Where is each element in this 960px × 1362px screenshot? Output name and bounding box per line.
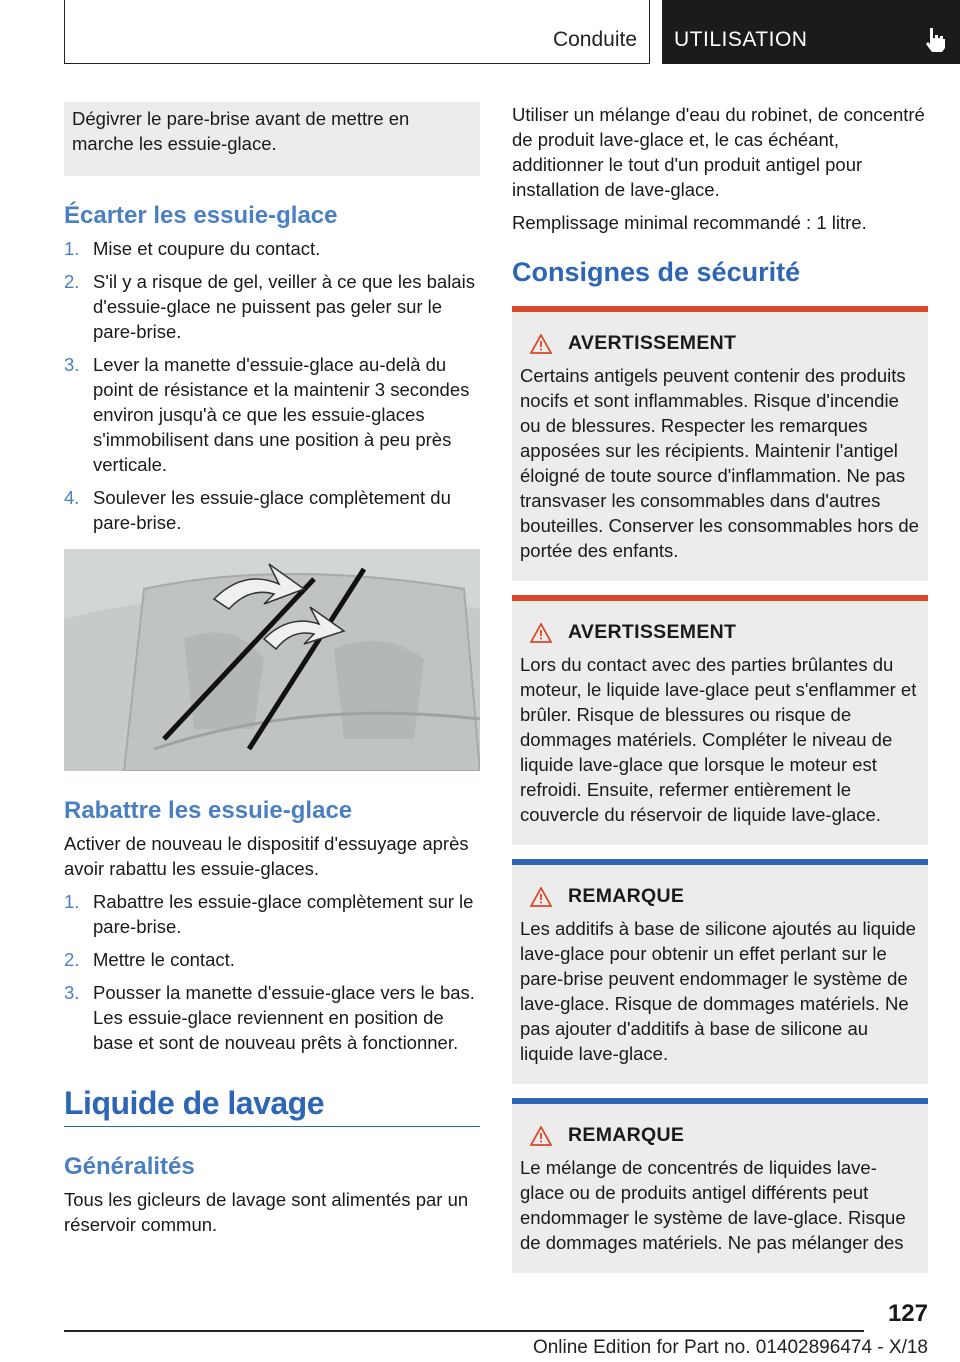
fold-wipers-intro: Activer de nouveau le dispositif d'essuyage après avoir rabattu les essuie-glaces. [64, 833, 469, 879]
chapter-tab-label: UTILISATION [674, 28, 808, 51]
list-item: 4. Soulever les essuie-glace complètement du pare-brise. [64, 487, 451, 533]
notice-text: Le mélange de concentrés de liquides lave-glace ou de produits antigel différents peut endommager le système de lave-glace. Risque de dommages matériels. Ne pas mélanger des [520, 1157, 906, 1253]
notice-label: REMARQUE [568, 1124, 685, 1146]
page-header [64, 0, 960, 66]
list-item: 2. S'il y a risque de gel, veiller à ce que les balais d'essuie-glace ne puissent pas geler sur le pare-brise. [64, 271, 475, 342]
hand-pointer-icon [920, 24, 950, 54]
warning-label: AVERTISSEMENT [568, 332, 737, 354]
fill-paragraph: Remplissage minimal recommandé : 1 litre. [512, 212, 867, 233]
wiper-illustration [64, 549, 480, 771]
left-column [64, 102, 480, 1245]
heading-fold-wipers: Rabattre les essuie-glace [64, 797, 353, 824]
notice-box [512, 859, 928, 1084]
spread-wipers-steps [64, 236, 480, 535]
list-item: 1. Mise et coupure du contact. [64, 238, 321, 259]
heading-general: Généralités [64, 1153, 195, 1180]
page-number: 127 [887, 1300, 928, 1327]
section-tab [64, 0, 650, 64]
footer-divider [64, 1330, 864, 1332]
edition-text: Online Edition for Part no. 01402896474 - X/18 [532, 1337, 928, 1358]
warning-triangle-icon [530, 623, 552, 643]
section-tab-label: Conduite [552, 28, 637, 51]
warning-triangle-icon [530, 1126, 552, 1146]
mixing-paragraph: Utiliser un mélange d'eau du robinet, de concentré de produit lave-glace et, le cas échéant, additionner le tout d'un produit antigel pour installation de lave-glace. [512, 104, 925, 200]
main-title-wrapper [64, 1085, 480, 1127]
note-box [64, 102, 480, 176]
notice-text: Les additifs à base de silicone ajoutés au liquide lave-glace pour obtenir un effet perlant sur le pare-brise peuvent endommager le système de lave-glace. Risque de dommages matériels. Ne pas ajouter d'additifs à base de silicone au liquide lave-glace. [520, 918, 916, 1064]
warning-triangle-icon [530, 887, 552, 907]
fold-wipers-steps [64, 889, 480, 1055]
warning-label: AVERTISSEMENT [568, 621, 737, 643]
warning-box [512, 306, 928, 581]
right-column [512, 102, 928, 1287]
list-item: 3. Lever la manette d'essuie-glace au-delà du point de résistance et la maintenir 3 secondes environ jusqu'à ce que les essuie-glaces s'immobilisent dans une position à peu près verticale. [64, 354, 470, 475]
warning-text: Lors du contact avec des parties brûlantes du moteur, le liquide lave-glace peut s'enflammer et brûler. Risque de blessures ou risque de dommages matériels. Compléter le niveau de liquide lave-glace que lorsque le moteur est refroidi. Ensuite, refermer entièrement le couvercle du réservoir de liquide lave-glace. [520, 654, 917, 825]
main-title: Liquide de lavage [64, 1085, 325, 1121]
notice-box [512, 1098, 928, 1273]
safety-title: Consignes de sécurité [512, 257, 801, 287]
warning-triangle-icon [530, 334, 552, 354]
list-item: 2. Mettre le contact. [64, 949, 235, 970]
warning-box [512, 595, 928, 845]
list-item: 1. Rabattre les essuie-glace complètement sur le pare-brise. [64, 891, 474, 937]
heading-spread-wipers: Écarter les essuie-glace [64, 202, 338, 229]
note-text: Dégivrer le pare-brise avant de mettre en marche les essuie-glace. [72, 108, 410, 154]
general-text: Tous les gicleurs de lavage sont alimentés par un réservoir commun. [64, 1189, 469, 1235]
notice-label: REMARQUE [568, 885, 685, 907]
chapter-tab [662, 0, 960, 64]
list-item: 3. Pousser la manette d'essuie-glace vers le bas. Les essuie-glace reviennent en position de base et sont de nouveau prêts à fonctionner. [64, 982, 475, 1053]
warning-text: Certains antigels peuvent contenir des produits nocifs et sont inflammables. Risque d'incendie ou de blessures. Respecter les remarques apposées sur les récipients. Maintenir l'antigel éloigné de toute source d'inflammation. Ne pas transvaser les consommables dans d'autres bouteilles. Conserver les consommables hors de portée des enfants. [520, 365, 919, 561]
